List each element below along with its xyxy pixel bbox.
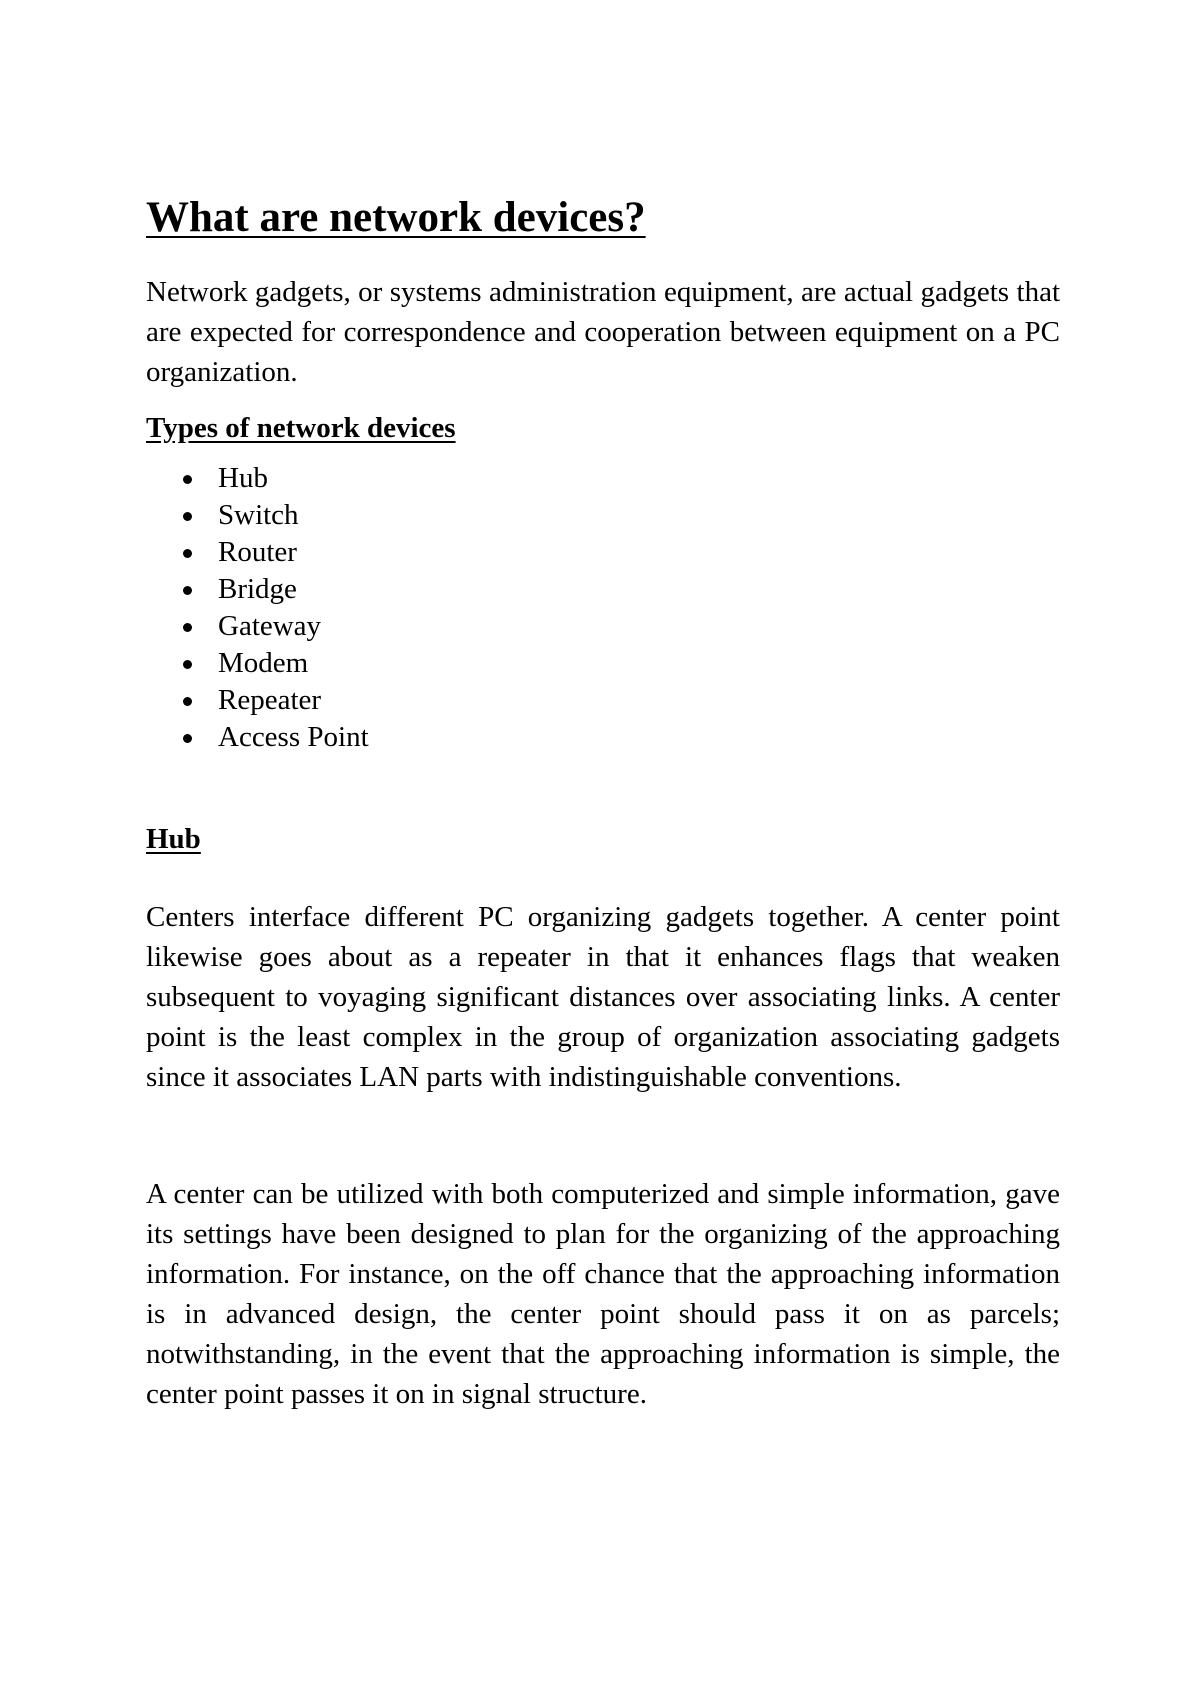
list-item bbox=[146, 719, 1060, 756]
list-item-label: Router bbox=[218, 536, 297, 568]
list-item-label: Switch bbox=[218, 499, 299, 531]
list-item bbox=[146, 460, 1060, 497]
list-item-label: Access Point bbox=[218, 721, 369, 753]
list-item bbox=[146, 497, 1060, 534]
bullet-icon bbox=[183, 734, 192, 743]
bullet-icon bbox=[183, 697, 192, 706]
list-item-label: Gateway bbox=[218, 610, 322, 642]
hub-paragraph-2: A center can be utilized with both computerized and simple information, gave its settings have been designed to plan for the organizing of the approaching information. For instance, on the off chance that the approaching information is in advanced design, the center point should pass it on as parcels; notwithstanding, in the event that the approaching information is simple, the center point passes it on in signal structure. bbox=[146, 1178, 1060, 1410]
list-item bbox=[146, 645, 1060, 682]
bullet-icon bbox=[183, 475, 192, 484]
list-item-label: Repeater bbox=[218, 684, 322, 716]
types-heading: Types of network devices bbox=[146, 412, 456, 444]
hub-paragraph-1: Centers interface different PC organizing gadgets together. A center point likewise goes about as a repeater in that it enhances flags that weaken subsequent to voyaging significant distances over associating links. A center point is the least complex in the group of organization associating gadgets since it associates LAN parts with indistinguishable conventions. bbox=[146, 901, 1060, 1093]
document-page bbox=[146, 190, 1060, 1414]
list-item bbox=[146, 571, 1060, 608]
list-item-label: Bridge bbox=[218, 573, 297, 605]
page-title: What are network devices? bbox=[146, 194, 646, 241]
intro-paragraph: Network gadgets, or systems administration equipment, are actual gadgets that are expected for correspondence and cooperation between equipment on a PC organization. bbox=[146, 276, 1060, 388]
bullet-icon bbox=[183, 623, 192, 632]
bullet-icon bbox=[183, 512, 192, 521]
list-item bbox=[146, 682, 1060, 719]
list-item bbox=[146, 534, 1060, 571]
bullet-icon bbox=[183, 549, 192, 558]
list-item-label: Modem bbox=[218, 647, 309, 679]
hub-heading: Hub bbox=[146, 823, 201, 855]
list-item-label: Hub bbox=[218, 462, 268, 494]
list-item bbox=[146, 608, 1060, 645]
device-types-list bbox=[146, 460, 1060, 756]
bullet-icon bbox=[183, 586, 192, 595]
bullet-icon bbox=[183, 660, 192, 669]
